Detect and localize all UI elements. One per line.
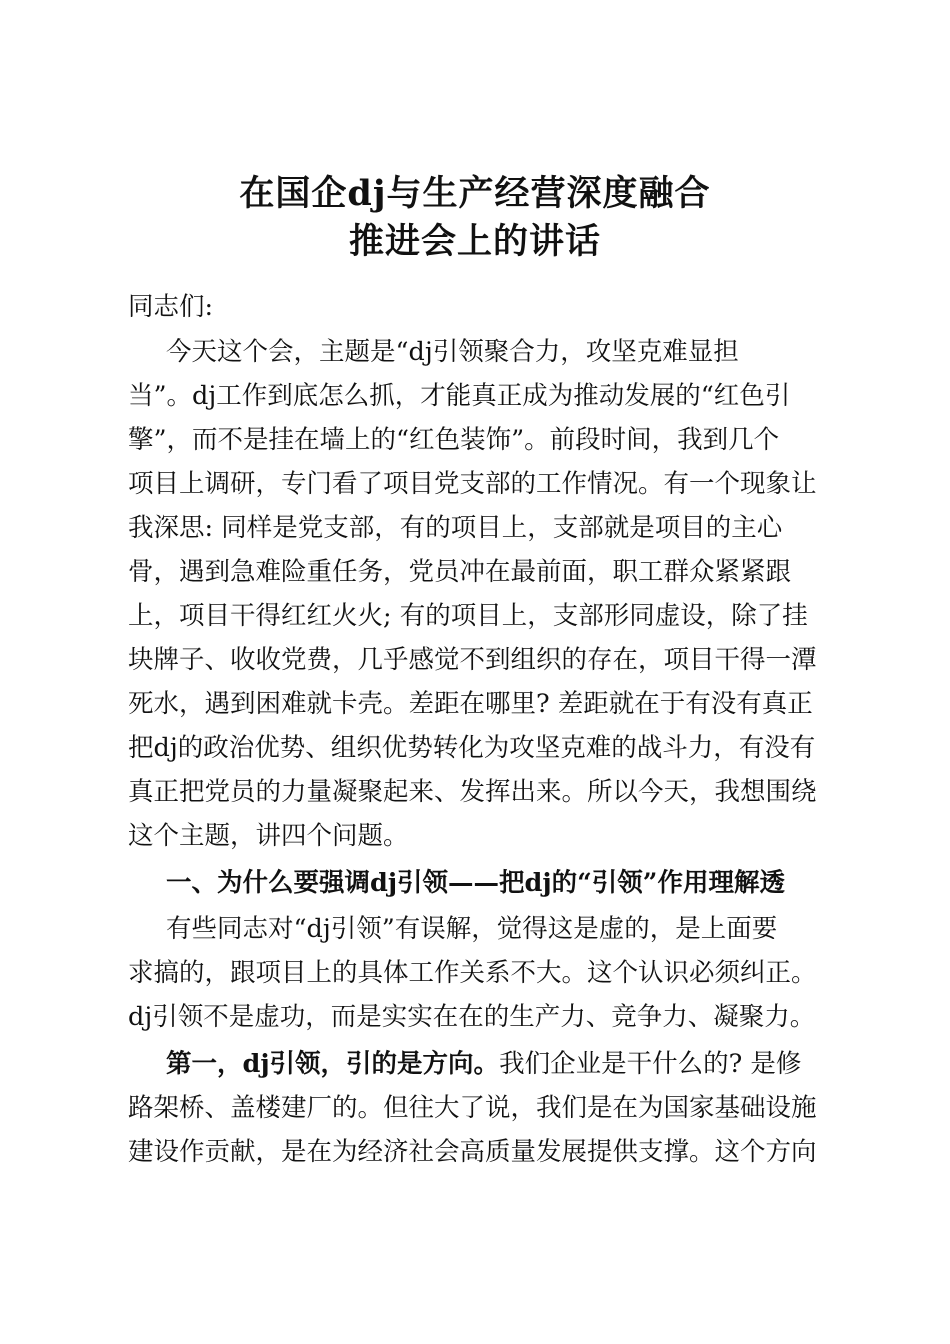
paragraph1-line: 这个主题，讲四个问题。 — [128, 821, 409, 851]
paragraph2-line: 求搞的，跟项目上的具体工作关系不大。这个认识必须纠正。 — [128, 958, 817, 988]
paragraph1-line: 骨，遇到急难险重任务，党员冲在最前面，职工群众紧紧跟 — [128, 557, 792, 587]
paragraph2-line: dj引领不是虚功，而是实实在在的生产力、竞争力、凝聚力。 — [128, 1002, 816, 1032]
paragraph1-line: 上，项目干得红红火火; 有的项目上，支部形同虚设，除了挂 — [128, 601, 808, 631]
paragraph3-line: 建设作贡献，是在为经济社会高质量发展提供支撑。这个方向 — [128, 1137, 817, 1167]
paragraph1-line: 把dj的政治优势、组织优势转化为攻坚克难的战斗力，有没有 — [128, 733, 816, 763]
paragraph1-line: 我深思: 同样是党支部，有的项目上，支部就是项目的主心 — [128, 513, 783, 543]
paragraph3-line1-rest: 我们企业是干什么的? 是修 — [499, 1049, 802, 1079]
paragraph1-line: 当”。dj工作到底怎么抓，才能真正成为推动发展的“红色引 — [128, 381, 791, 411]
paragraph3-lead: 第一，dj引领，引的是方向。 — [166, 1049, 500, 1079]
document-title-line1: 在国企dj与生产经营深度融合 — [239, 173, 711, 214]
paragraph2-line: 有些同志对“dj引领”有误解，觉得这是虚的，是上面要 — [166, 914, 778, 944]
paragraph1-line: 擎”，而不是挂在墙上的“红色装饰”。前段时间，我到几个 — [128, 425, 780, 455]
paragraph1-line: 块牌子、收收党费，几乎感觉不到组织的存在，项目干得一潭 — [128, 645, 817, 675]
paragraph1-line: 项目上调研，专门看了项目党支部的工作情况。有一个现象让 — [128, 469, 817, 499]
section-heading-1: 一、为什么要强调dj引领——把dj的“引领”作用理解透 — [166, 868, 785, 898]
salutation: 同志们: — [128, 292, 214, 322]
paragraph1-line: 真正把党员的力量凝聚起来、发挥出来。所以今天，我想围绕 — [128, 777, 817, 807]
paragraph1-line: 死水，遇到困难就卡壳。差距在哪里? 差距就在于有没有真正 — [128, 689, 813, 719]
paragraph3-line: 路架桥、盖楼建厂的。但往大了说，我们是在为国家基础设施 — [128, 1093, 817, 1123]
paragraph1-line: 今天这个会，主题是“dj引领聚合力，攻坚克难显担 — [166, 337, 739, 367]
paragraph3-line — [166, 1046, 801, 1082]
document-title-line2: 推进会上的讲话 — [348, 221, 601, 262]
